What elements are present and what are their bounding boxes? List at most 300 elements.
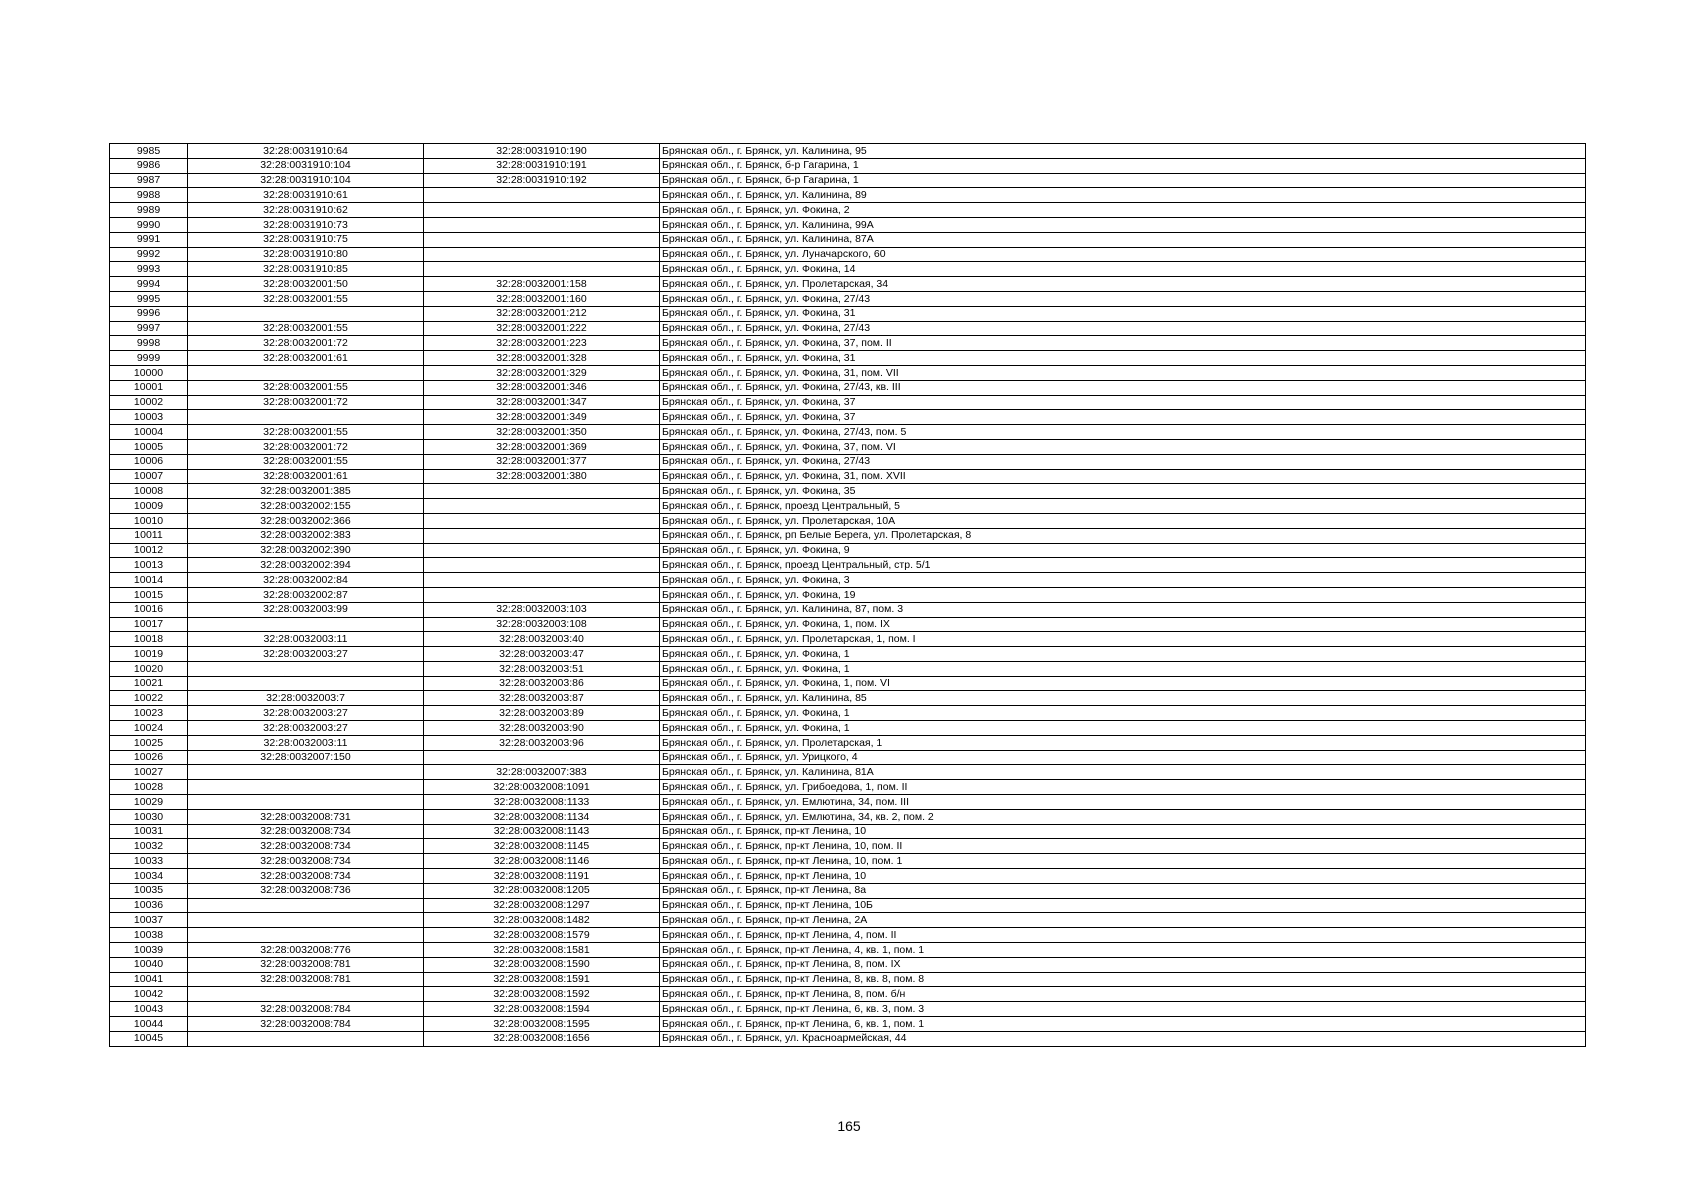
address-cell: Брянская обл., г. Брянск, ул. Фокина, 9 [660,543,1586,558]
cadastral-parcel-cell [188,928,424,943]
row-number-cell: 10013 [110,558,188,573]
row-number-cell: 10025 [110,735,188,750]
address-cell: Брянская обл., г. Брянск, ул. Калинина, 85 [660,691,1586,706]
address-cell: Брянская обл., г. Брянск, ул. Пролетарская, 10А [660,513,1586,528]
cadastral-parcel-cell: 32:28:0032001:55 [188,321,424,336]
cadastral-object-cell: 32:28:0032008:1591 [424,972,660,987]
table-row [110,883,1586,898]
address-cell: Брянская обл., г. Брянск, пр-кт Ленина, 10, пом. 1 [660,854,1586,869]
cadastral-parcel-cell: 32:28:0032001:55 [188,380,424,395]
table-row [110,158,1586,173]
cadastral-parcel-cell: 32:28:0031910:104 [188,173,424,188]
cadastral-object-cell: 32:28:0032008:1205 [424,883,660,898]
cadastral-object-cell [424,528,660,543]
row-number-cell: 10035 [110,883,188,898]
table-row [110,809,1586,824]
cadastral-object-cell: 32:28:0032008:1091 [424,780,660,795]
cadastral-parcel-cell: 32:28:0032008:781 [188,957,424,972]
address-cell: Брянская обл., г. Брянск, ул. Фокина, 31 [660,351,1586,366]
cadastral-object-cell: 32:28:0031910:192 [424,173,660,188]
cadastral-parcel-cell: 32:28:0032008:734 [188,839,424,854]
row-number-cell: 10029 [110,795,188,810]
address-cell: Брянская обл., г. Брянск, пр-кт Ленина, 10 [660,869,1586,884]
address-cell: Брянская обл., г. Брянск, рп Белые Берега, ул. Пролетарская, 8 [660,528,1586,543]
row-number-cell: 9988 [110,188,188,203]
row-number-cell: 10045 [110,1031,188,1046]
row-number-cell: 10022 [110,691,188,706]
cadastral-object-cell [424,203,660,218]
row-number-cell: 10043 [110,1002,188,1017]
row-number-cell: 10037 [110,913,188,928]
cadastral-object-cell [424,543,660,558]
cadastral-object-cell: 32:28:0032001:349 [424,410,660,425]
row-number-cell: 10015 [110,587,188,602]
table-row [110,573,1586,588]
table-row [110,824,1586,839]
row-number-cell: 9996 [110,306,188,321]
cadastral-object-cell: 32:28:0032008:1579 [424,928,660,943]
table-row [110,1031,1586,1046]
cadastral-parcel-cell: 32:28:0032001:55 [188,425,424,440]
row-number-cell: 10026 [110,750,188,765]
row-number-cell: 10020 [110,661,188,676]
cadastral-object-cell: 32:28:0032003:47 [424,647,660,662]
address-cell: Брянская обл., г. Брянск, пр-кт Ленина, 10Б [660,898,1586,913]
table-row [110,869,1586,884]
address-cell: Брянская обл., г. Брянск, ул. Фокина, 37, пом. VI [660,439,1586,454]
cadastral-object-cell: 32:28:0032003:40 [424,632,660,647]
row-number-cell: 9999 [110,351,188,366]
address-cell: Брянская обл., г. Брянск, ул. Пролетарская, 34 [660,277,1586,292]
address-cell: Брянская обл., г. Брянск, ул. Фокина, 31, пом. XVII [660,469,1586,484]
cadastral-parcel-cell: 32:28:0032008:734 [188,824,424,839]
row-number-cell: 9995 [110,291,188,306]
cadastral-parcel-cell: 32:28:0032003:99 [188,602,424,617]
table-row [110,780,1586,795]
table-row [110,735,1586,750]
row-number-cell: 10021 [110,676,188,691]
row-number-cell: 10007 [110,469,188,484]
cadastral-object-cell [424,217,660,232]
address-cell: Брянская обл., г. Брянск, ул. Грибоедова, 1, пом. II [660,780,1586,795]
cadastral-parcel-cell [188,913,424,928]
address-cell: Брянская обл., г. Брянск, пр-кт Ленина, 10 [660,824,1586,839]
address-cell: Брянская обл., г. Брянск, пр-кт Ленина, 2А [660,913,1586,928]
table-row [110,972,1586,987]
cadastral-object-cell [424,513,660,528]
table-row [110,1017,1586,1032]
address-cell: Брянская обл., г. Брянск, ул. Фокина, 3 [660,573,1586,588]
row-number-cell: 10027 [110,765,188,780]
cadastral-object-cell: 32:28:0032001:369 [424,439,660,454]
address-cell: Брянская обл., г. Брянск, ул. Фокина, 31 [660,306,1586,321]
cadastral-parcel-cell: 32:28:0031910:85 [188,262,424,277]
cadastral-parcel-cell: 32:28:0032003:27 [188,706,424,721]
row-number-cell: 9998 [110,336,188,351]
cadastral-parcel-cell: 32:28:0032008:731 [188,809,424,824]
table-row [110,928,1586,943]
cadastral-parcel-cell: 32:28:0032001:385 [188,484,424,499]
cadastral-object-cell: 32:28:0032003:103 [424,602,660,617]
cadastral-object-cell: 32:28:0032008:1594 [424,1002,660,1017]
cadastral-parcel-cell [188,617,424,632]
cadastral-parcel-cell [188,1031,424,1046]
cadastral-parcel-cell: 32:28:0032008:784 [188,1002,424,1017]
cadastral-parcel-cell: 32:28:0031910:62 [188,203,424,218]
table-row [110,454,1586,469]
table-row [110,232,1586,247]
row-number-cell: 10016 [110,602,188,617]
row-number-cell: 10004 [110,425,188,440]
address-cell: Брянская обл., г. Брянск, пр-кт Ленина, 6, кв. 3, пом. 3 [660,1002,1586,1017]
address-cell: Брянская обл., г. Брянск, ул. Фокина, 37 [660,410,1586,425]
address-cell: Брянская обл., г. Брянск, ул. Фокина, 19 [660,587,1586,602]
cadastral-object-cell: 32:28:0032008:1145 [424,839,660,854]
cadastral-parcel-cell: 32:28:0032001:72 [188,439,424,454]
row-number-cell: 9991 [110,232,188,247]
cadastral-object-cell: 32:28:0032003:90 [424,721,660,736]
row-number-cell: 10005 [110,439,188,454]
page-number: 165 [837,1118,861,1134]
cadastral-object-cell: 32:28:0032003:86 [424,676,660,691]
cadastral-object-cell: 32:28:0032008:1297 [424,898,660,913]
table-row [110,854,1586,869]
table-row [110,321,1586,336]
table-row [110,410,1586,425]
row-number-cell: 10030 [110,809,188,824]
table-row [110,365,1586,380]
cadastral-object-cell: 32:28:0032001:329 [424,365,660,380]
table-row [110,336,1586,351]
address-cell: Брянская обл., г. Брянск, ул. Фокина, 1, пом. IX [660,617,1586,632]
address-cell: Брянская обл., г. Брянск, проезд Центральный, 5 [660,499,1586,514]
address-cell: Брянская обл., г. Брянск, пр-кт Ленина, 8а [660,883,1586,898]
cadastral-parcel-cell: 32:28:0032001:55 [188,291,424,306]
address-cell: Брянская обл., г. Брянск, ул. Фокина, 14 [660,262,1586,277]
table-row [110,262,1586,277]
cadastral-parcel-cell: 32:28:0032003:27 [188,647,424,662]
cadastral-parcel-cell: 32:28:0032001:61 [188,351,424,366]
cadastral-parcel-cell: 32:28:0032002:390 [188,543,424,558]
cadastral-parcel-cell: 32:28:0032008:734 [188,869,424,884]
table-row [110,795,1586,810]
cadastral-parcel-cell [188,410,424,425]
row-number-cell: 10034 [110,869,188,884]
table-row [110,943,1586,958]
cadastral-object-cell: 32:28:0032008:1143 [424,824,660,839]
cadastral-object-cell: 32:28:0032008:1134 [424,809,660,824]
cadastral-object-cell [424,558,660,573]
address-cell: Брянская обл., г. Брянск, ул. Фокина, 27/43 [660,454,1586,469]
row-number-cell: 10032 [110,839,188,854]
cadastral-parcel-cell: 32:28:0032008:784 [188,1017,424,1032]
table-row [110,706,1586,721]
row-number-cell: 10023 [110,706,188,721]
row-number-cell: 10014 [110,573,188,588]
cadastral-parcel-cell [188,898,424,913]
table-row [110,647,1586,662]
cadastral-parcel-cell: 32:28:0032002:383 [188,528,424,543]
row-number-cell: 10002 [110,395,188,410]
row-number-cell: 10028 [110,780,188,795]
cadastral-object-cell: 32:28:0032003:87 [424,691,660,706]
address-cell: Брянская обл., г. Брянск, пр-кт Ленина, 6, кв. 1, пом. 1 [660,1017,1586,1032]
cadastral-object-cell: 32:28:0031910:190 [424,144,660,159]
address-cell: Брянская обл., г. Брянск, проезд Центральный, стр. 5/1 [660,558,1586,573]
cadastral-object-cell: 32:28:0032008:1146 [424,854,660,869]
cadastral-parcel-cell [188,765,424,780]
cadastral-object-cell: 32:28:0032001:350 [424,425,660,440]
table-row [110,839,1586,854]
table-row [110,217,1586,232]
cadastral-parcel-cell: 32:28:0032003:27 [188,721,424,736]
row-number-cell: 10003 [110,410,188,425]
cadastral-object-cell: 32:28:0032003:96 [424,735,660,750]
cadastral-object-cell: 32:28:0032001:328 [424,351,660,366]
cadastral-parcel-cell: 32:28:0032001:55 [188,454,424,469]
address-cell: Брянская обл., г. Брянск, ул. Фокина, 1 [660,661,1586,676]
table-row [110,380,1586,395]
cadastral-parcel-cell [188,676,424,691]
row-number-cell: 10036 [110,898,188,913]
address-cell: Брянская обл., г. Брянск, ул. Калинина, 89 [660,188,1586,203]
table-row [110,291,1586,306]
address-cell: Брянская обл., г. Брянск, пр-кт Ленина, 8, пом. IX [660,957,1586,972]
cadastral-parcel-cell: 32:28:0032002:155 [188,499,424,514]
row-number-cell: 10031 [110,824,188,839]
row-number-cell: 9997 [110,321,188,336]
registry-table [109,143,1586,1047]
cadastral-parcel-cell [188,987,424,1002]
table-row [110,913,1586,928]
row-number-cell: 9993 [110,262,188,277]
cadastral-parcel-cell: 32:28:0032003:7 [188,691,424,706]
row-number-cell: 9986 [110,158,188,173]
cadastral-parcel-cell: 32:28:0032002:366 [188,513,424,528]
cadastral-object-cell [424,262,660,277]
cadastral-parcel-cell: 32:28:0032003:11 [188,735,424,750]
address-cell: Брянская обл., г. Брянск, пр-кт Ленина, 8, кв. 8, пом. 8 [660,972,1586,987]
cadastral-parcel-cell: 32:28:0032002:87 [188,587,424,602]
cadastral-parcel-cell: 32:28:0032007:150 [188,750,424,765]
row-number-cell: 10006 [110,454,188,469]
cadastral-object-cell: 32:28:0032001:212 [424,306,660,321]
cadastral-parcel-cell: 32:28:0031910:64 [188,144,424,159]
address-cell: Брянская обл., г. Брянск, ул. Фокина, 1 [660,721,1586,736]
address-cell: Брянская обл., г. Брянск, пр-кт Ленина, 4, пом. II [660,928,1586,943]
table-row [110,499,1586,514]
table-row [110,602,1586,617]
cadastral-parcel-cell: 32:28:0032001:61 [188,469,424,484]
row-number-cell: 9990 [110,217,188,232]
cadastral-parcel-cell: 32:28:0031910:80 [188,247,424,262]
table-row [110,439,1586,454]
table-row [110,987,1586,1002]
cadastral-parcel-cell: 32:28:0032001:72 [188,336,424,351]
table-row [110,306,1586,321]
cadastral-object-cell: 32:28:0032008:1592 [424,987,660,1002]
table-row [110,558,1586,573]
cadastral-object-cell: 32:28:0032008:1191 [424,869,660,884]
row-number-cell: 10000 [110,365,188,380]
cadastral-object-cell [424,573,660,588]
cadastral-object-cell [424,499,660,514]
cadastral-object-cell [424,750,660,765]
cadastral-object-cell [424,188,660,203]
address-cell: Брянская обл., г. Брянск, ул. Фокина, 27/43, пом. 5 [660,425,1586,440]
table-row [110,513,1586,528]
table-row [110,721,1586,736]
table-row [110,587,1586,602]
table-row [110,484,1586,499]
cadastral-object-cell: 32:28:0032001:222 [424,321,660,336]
cadastral-object-cell: 32:28:0032001:223 [424,336,660,351]
table-row [110,543,1586,558]
cadastral-parcel-cell: 32:28:0031910:73 [188,217,424,232]
cadastral-object-cell: 32:28:0032007:383 [424,765,660,780]
cadastral-parcel-cell [188,306,424,321]
table-row [110,203,1586,218]
address-cell: Брянская обл., г. Брянск, б-р Гагарина, 1 [660,158,1586,173]
address-cell: Брянская обл., г. Брянск, ул. Урицкого, 4 [660,750,1586,765]
address-cell: Брянская обл., г. Брянск, ул. Фокина, 1 [660,706,1586,721]
row-number-cell: 9985 [110,144,188,159]
address-cell: Брянская обл., г. Брянск, ул. Фокина, 31, пом. VII [660,365,1586,380]
cadastral-object-cell: 32:28:0032008:1595 [424,1017,660,1032]
row-number-cell: 10011 [110,528,188,543]
row-number-cell: 10010 [110,513,188,528]
cadastral-parcel-cell: 32:28:0032001:50 [188,277,424,292]
cadastral-object-cell: 32:28:0032001:158 [424,277,660,292]
address-cell: Брянская обл., г. Брянск, ул. Пролетарская, 1 [660,735,1586,750]
cadastral-object-cell [424,587,660,602]
row-number-cell: 10033 [110,854,188,869]
table-row [110,957,1586,972]
cadastral-parcel-cell: 32:28:0032001:72 [188,395,424,410]
cadastral-parcel-cell [188,795,424,810]
row-number-cell: 10008 [110,484,188,499]
address-cell: Брянская обл., г. Брянск, ул. Красноармейская, 44 [660,1031,1586,1046]
row-number-cell: 9987 [110,173,188,188]
address-cell: Брянская обл., г. Брянск, пр-кт Ленина, 8, пом. б/н [660,987,1586,1002]
address-cell: Брянская обл., г. Брянск, ул. Фокина, 27/43 [660,291,1586,306]
cadastral-parcel-cell: 32:28:0032002:84 [188,573,424,588]
cadastral-object-cell: 32:28:0031910:191 [424,158,660,173]
address-cell: Брянская обл., г. Брянск, ул. Фокина, 37 [660,395,1586,410]
cadastral-object-cell: 32:28:0032001:160 [424,291,660,306]
cadastral-parcel-cell: 32:28:0031910:61 [188,188,424,203]
table-row [110,425,1586,440]
table-row [110,247,1586,262]
row-number-cell: 10040 [110,957,188,972]
address-cell: Брянская обл., г. Брянск, ул. Фокина, 1 [660,647,1586,662]
cadastral-parcel-cell: 32:28:0032008:781 [188,972,424,987]
cadastral-parcel-cell [188,661,424,676]
cadastral-object-cell: 32:28:0032001:377 [424,454,660,469]
cadastral-parcel-cell: 32:28:0032003:11 [188,632,424,647]
row-number-cell: 10012 [110,543,188,558]
cadastral-object-cell: 32:28:0032001:347 [424,395,660,410]
row-number-cell: 9992 [110,247,188,262]
address-cell: Брянская обл., г. Брянск, ул. Фокина, 27/43 [660,321,1586,336]
table-row [110,144,1586,159]
address-cell: Брянская обл., г. Брянск, ул. Фокина, 1, пом. VI [660,676,1586,691]
row-number-cell: 10009 [110,499,188,514]
cadastral-parcel-cell: 32:28:0032002:394 [188,558,424,573]
address-cell: Брянская обл., г. Брянск, пр-кт Ленина, 4, кв. 1, пом. 1 [660,943,1586,958]
cadastral-parcel-cell: 32:28:0032008:776 [188,943,424,958]
table-row [110,676,1586,691]
address-cell: Брянская обл., г. Брянск, ул. Фокина, 2 [660,203,1586,218]
table-row [110,277,1586,292]
address-cell: Брянская обл., г. Брянск, ул. Пролетарская, 1, пом. I [660,632,1586,647]
cadastral-parcel-cell: 32:28:0031910:104 [188,158,424,173]
table-row [110,351,1586,366]
cadastral-parcel-cell: 32:28:0031910:75 [188,232,424,247]
cadastral-object-cell: 32:28:0032008:1656 [424,1031,660,1046]
cadastral-object-cell: 32:28:0032001:346 [424,380,660,395]
table-row [110,691,1586,706]
address-cell: Брянская обл., г. Брянск, ул. Калинина, 99А [660,217,1586,232]
address-cell: Брянская обл., г. Брянск, ул. Калинина, 87, пом. 3 [660,602,1586,617]
cadastral-object-cell [424,484,660,499]
cadastral-object-cell: 32:28:0032003:89 [424,706,660,721]
cadastral-parcel-cell [188,365,424,380]
row-number-cell: 10018 [110,632,188,647]
address-cell: Брянская обл., г. Брянск, ул. Калинина, 87А [660,232,1586,247]
table-row [110,469,1586,484]
table-row [110,750,1586,765]
cadastral-parcel-cell [188,780,424,795]
cadastral-object-cell [424,247,660,262]
address-cell: Брянская обл., г. Брянск, пр-кт Ленина, 10, пом. II [660,839,1586,854]
table-row [110,173,1586,188]
table-row [110,617,1586,632]
table-row [110,528,1586,543]
table-row [110,188,1586,203]
row-number-cell: 10017 [110,617,188,632]
cadastral-parcel-cell: 32:28:0032008:734 [188,854,424,869]
table-row [110,395,1586,410]
address-cell: Брянская обл., г. Брянск, ул. Калинина, 95 [660,144,1586,159]
address-cell: Брянская обл., г. Брянск, ул. Фокина, 37, пом. II [660,336,1586,351]
table-row [110,765,1586,780]
address-cell: Брянская обл., г. Брянск, ул. Луначарского, 60 [660,247,1586,262]
row-number-cell: 10044 [110,1017,188,1032]
address-cell: Брянская обл., г. Брянск, ул. Калинина, 81А [660,765,1586,780]
cadastral-object-cell: 32:28:0032003:51 [424,661,660,676]
table-row [110,898,1586,913]
address-cell: Брянская обл., г. Брянск, б-р Гагарина, 1 [660,173,1586,188]
row-number-cell: 10042 [110,987,188,1002]
table-body [110,144,1586,1047]
row-number-cell: 10001 [110,380,188,395]
address-cell: Брянская обл., г. Брянск, ул. Емлютина, 34, пом. III [660,795,1586,810]
table-row [110,661,1586,676]
table-row [110,1002,1586,1017]
table-row [110,632,1586,647]
row-number-cell: 10019 [110,647,188,662]
row-number-cell: 9989 [110,203,188,218]
row-number-cell: 10038 [110,928,188,943]
address-cell: Брянская обл., г. Брянск, ул. Фокина, 35 [660,484,1586,499]
cadastral-object-cell: 32:28:0032003:108 [424,617,660,632]
row-number-cell: 9994 [110,277,188,292]
row-number-cell: 10039 [110,943,188,958]
row-number-cell: 10024 [110,721,188,736]
cadastral-object-cell [424,232,660,247]
row-number-cell: 10041 [110,972,188,987]
